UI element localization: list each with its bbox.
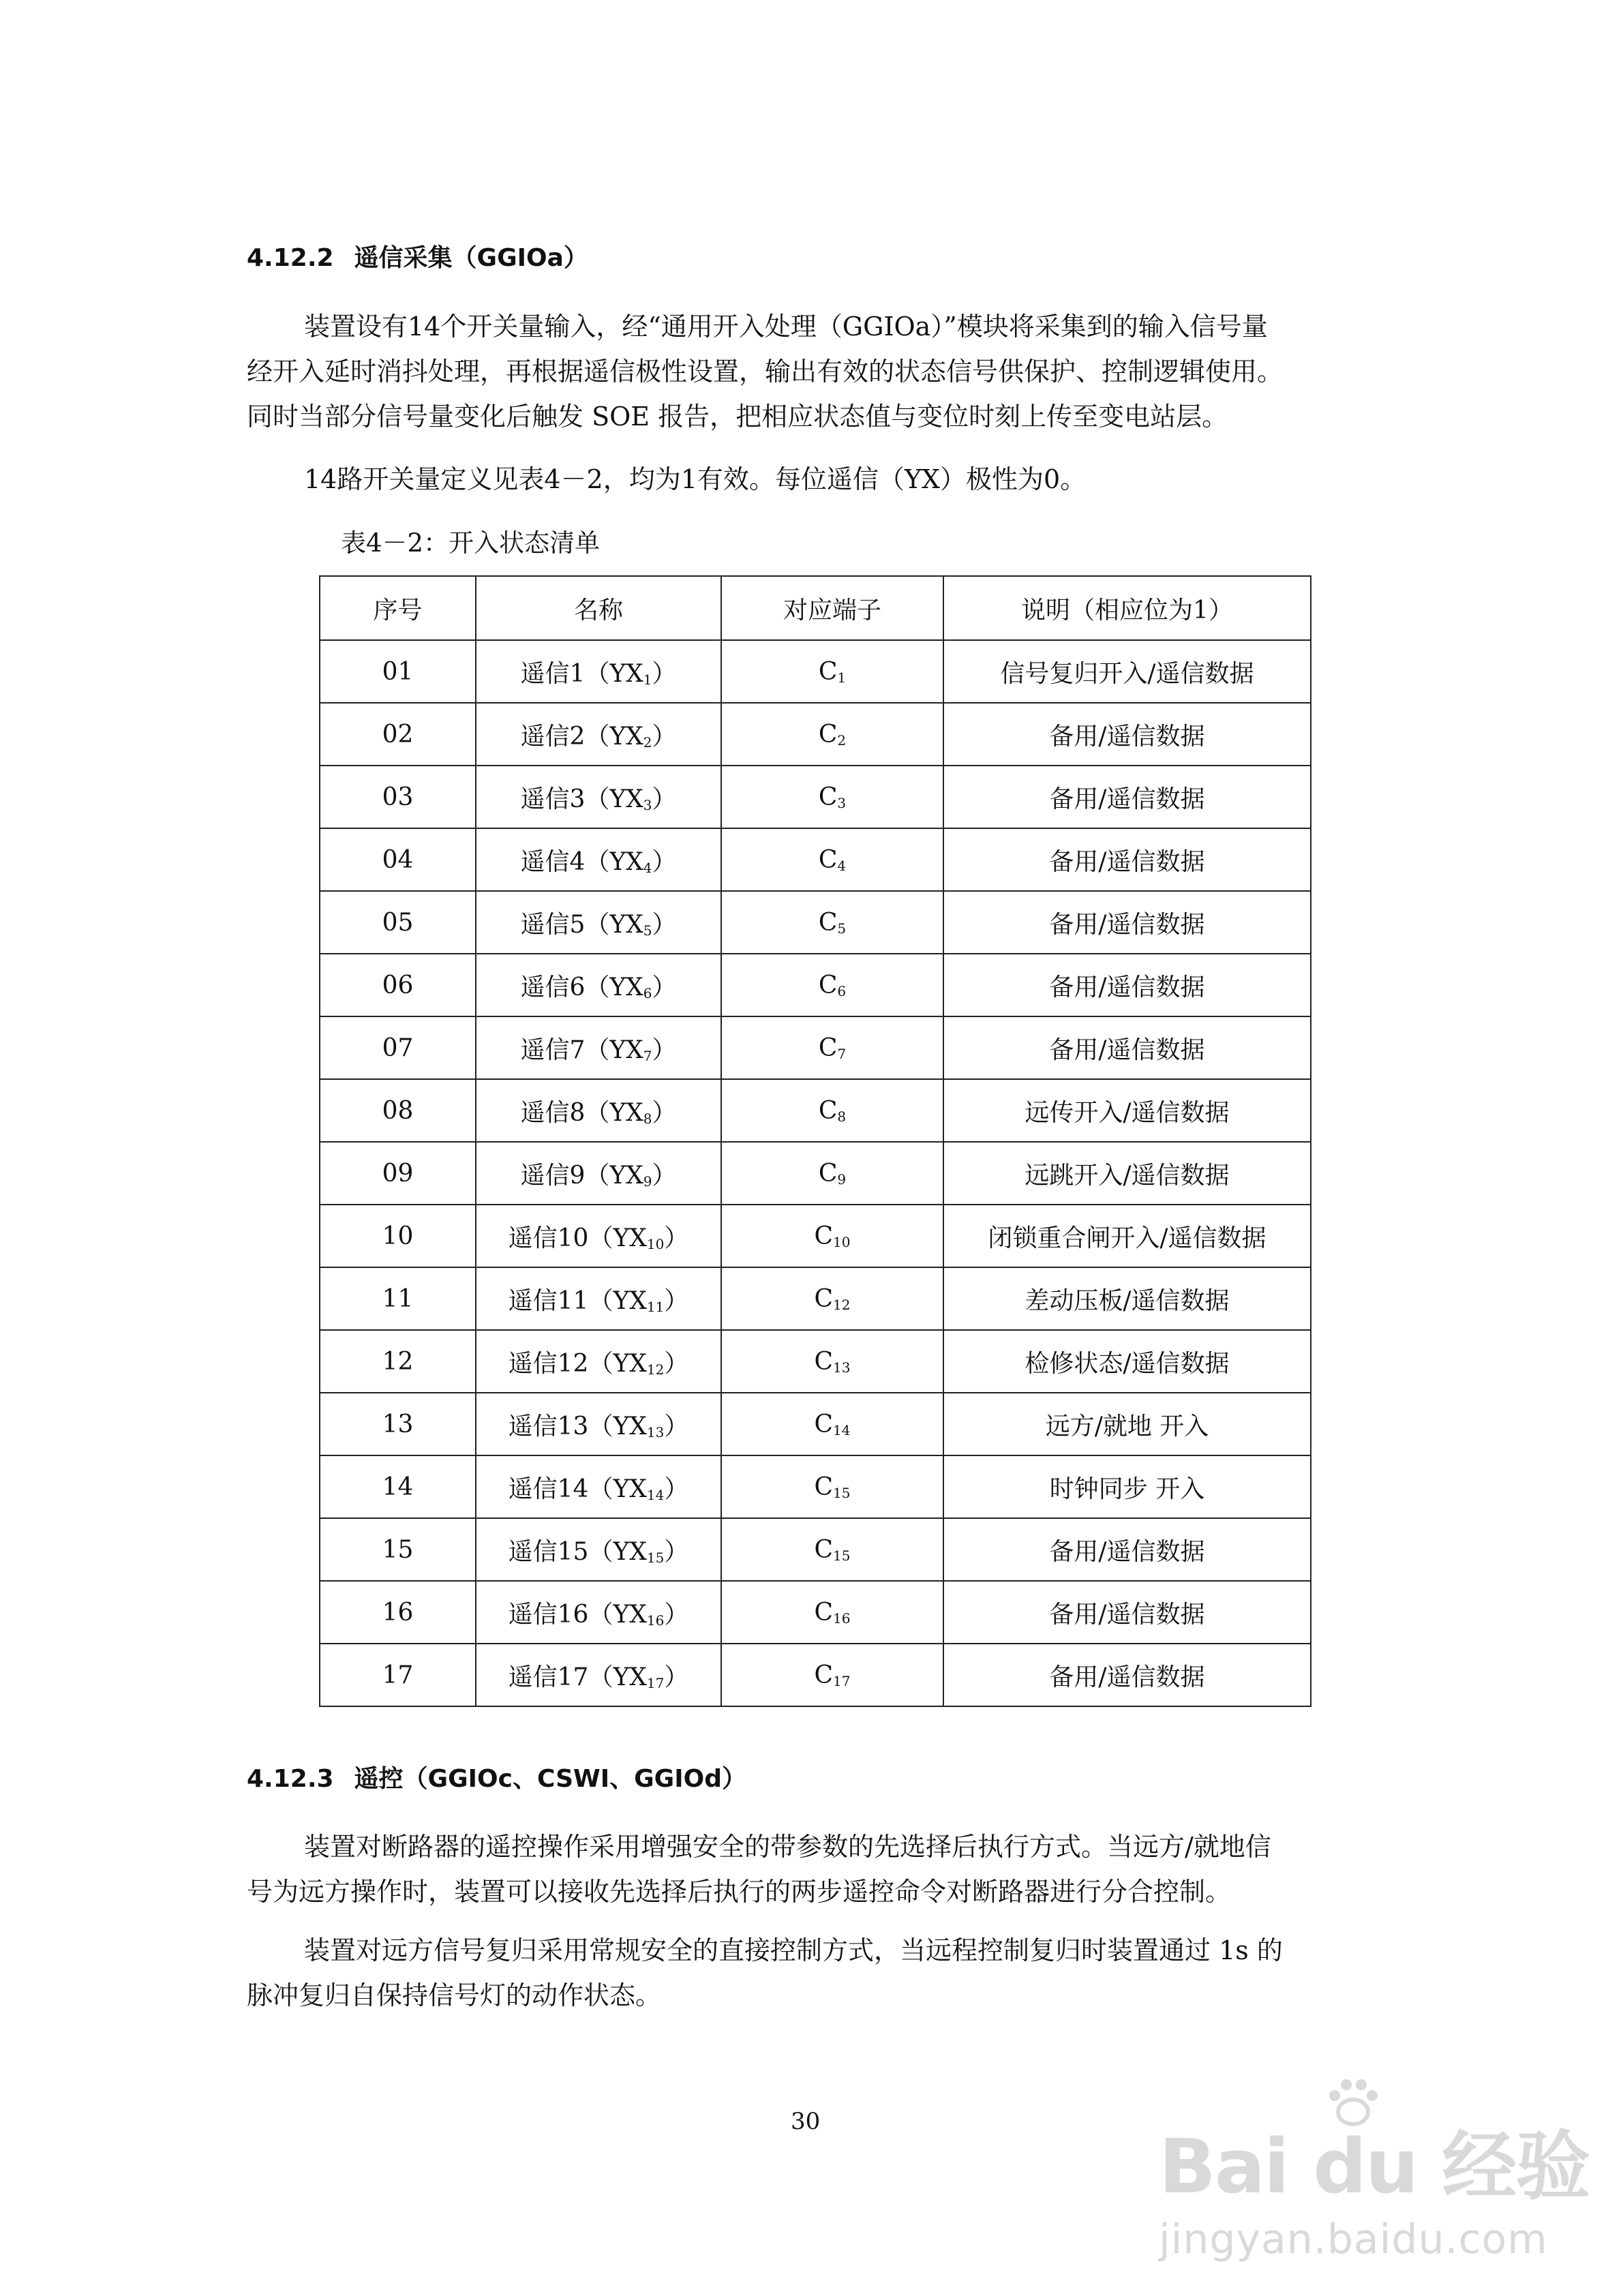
terminal-subscript: 8 [837, 1108, 847, 1125]
cell-name [476, 1016, 721, 1079]
name-subscript: 17 [646, 1674, 665, 1691]
name-text: 遥信14（YX [508, 1475, 647, 1503]
section-heading-4-12-2 [247, 243, 588, 273]
terminal-text: C [814, 1472, 834, 1501]
name-subscript: 8 [643, 1110, 652, 1127]
table-row [320, 1079, 1311, 1142]
name-subscript: 7 [643, 1047, 652, 1064]
terminal-subscript: 10 [833, 1233, 851, 1250]
name-text: 遥信3（YX [520, 785, 643, 813]
paragraph-line: 经开入延时消抖处理，再根据遥信极性设置，输出有效的状态信号供保护、控制逻辑使用。 [247, 357, 1284, 387]
cell-no: 04 [320, 828, 476, 891]
cell-terminal [721, 1644, 943, 1706]
terminal-text: C [814, 1222, 834, 1250]
name-close: ） [652, 1098, 677, 1127]
table-row [320, 1330, 1311, 1393]
name-text: 遥信17（YX [508, 1663, 647, 1691]
name-close: ） [652, 910, 677, 939]
cell-description: 差动压板/遥信数据 [943, 1267, 1311, 1330]
name-close: ） [652, 973, 677, 1001]
name-close: ） [652, 722, 677, 751]
terminal-subscript: 3 [837, 794, 847, 811]
terminal-subscript: 1 [837, 669, 847, 686]
cell-name [476, 1393, 721, 1455]
paragraph-signal-reset [247, 1928, 1389, 2018]
cell-no: 12 [320, 1330, 476, 1393]
name-subscript: 14 [646, 1486, 665, 1503]
cell-terminal [721, 1455, 943, 1518]
section-heading-4-12-3 [247, 1764, 746, 1794]
terminal-text: C [814, 1598, 834, 1627]
table-row [320, 766, 1311, 828]
name-subscript: 12 [646, 1361, 665, 1378]
terminal-text: C [818, 908, 838, 937]
name-close: ） [664, 1349, 689, 1378]
name-close: ） [652, 659, 677, 688]
table-row [320, 891, 1311, 954]
input-status-table [319, 575, 1311, 1707]
name-close: ） [664, 1412, 689, 1440]
cell-terminal [721, 1267, 943, 1330]
table-row [320, 828, 1311, 891]
name-text: 遥信13（YX [508, 1412, 647, 1440]
terminal-subscript: 6 [837, 982, 847, 999]
name-text: 遥信15（YX [508, 1537, 647, 1566]
cell-description: 备用/遥信数据 [943, 766, 1311, 828]
cell-name [476, 954, 721, 1016]
table-row [320, 1205, 1311, 1267]
terminal-text: C [818, 783, 838, 811]
terminal-text: C [818, 657, 838, 686]
terminal-text: C [818, 845, 838, 874]
table-row [320, 1644, 1311, 1706]
cell-terminal [721, 828, 943, 891]
cell-name [476, 1079, 721, 1142]
name-text: 遥信7（YX [520, 1036, 643, 1064]
name-close: ） [664, 1663, 689, 1691]
name-subscript: 11 [646, 1298, 665, 1315]
table-header-row [320, 576, 1311, 640]
cell-name [476, 1518, 721, 1581]
name-text: 遥信4（YX [520, 847, 643, 876]
name-text: 遥信12（YX [508, 1349, 647, 1378]
cell-name [476, 703, 721, 766]
cell-no: 13 [320, 1393, 476, 1455]
terminal-text: C [814, 1347, 834, 1376]
cell-terminal [721, 1393, 943, 1455]
terminal-text: C [818, 1159, 838, 1188]
cell-terminal [721, 1330, 943, 1393]
terminal-text: C [818, 1096, 838, 1125]
cell-name [476, 1267, 721, 1330]
cell-terminal [721, 1205, 943, 1267]
name-text: 遥信11（YX [508, 1286, 647, 1315]
cell-no: 17 [320, 1644, 476, 1706]
cell-terminal [721, 954, 943, 1016]
paragraph-line: 装置设有14个开关量输入，经“通用开入处理（GGIOa）”模块将采集到的输入信号量 [304, 312, 1268, 342]
table-row [320, 1267, 1311, 1330]
terminal-subscript: 15 [833, 1547, 851, 1564]
paragraph-remote-control [247, 1824, 1389, 1914]
cell-name [476, 1142, 721, 1205]
name-close: ） [652, 1161, 677, 1190]
cell-no: 06 [320, 954, 476, 1016]
name-subscript: 4 [643, 859, 652, 876]
cell-description: 备用/遥信数据 [943, 703, 1311, 766]
table-row [320, 640, 1311, 703]
cell-name [476, 1455, 721, 1518]
name-subscript: 16 [646, 1612, 665, 1629]
cell-no: 08 [320, 1079, 476, 1142]
table-caption: 表4－2：开入状态清单 [341, 528, 601, 558]
cell-description: 备用/遥信数据 [943, 954, 1311, 1016]
cell-name [476, 1644, 721, 1706]
watermark-url: jingyan.baidu.com [1159, 2216, 1548, 2263]
header-name: 名称 [476, 576, 721, 640]
name-subscript: 6 [643, 984, 652, 1001]
page-number: 30 [791, 2108, 821, 2135]
cell-name [476, 828, 721, 891]
cell-description: 备用/遥信数据 [943, 1016, 1311, 1079]
paragraph-intro [247, 304, 1389, 439]
cell-description: 闭锁重合闸开入/遥信数据 [943, 1205, 1311, 1267]
cell-terminal [721, 766, 943, 828]
table-row [320, 703, 1311, 766]
terminal-subscript: 17 [833, 1672, 851, 1689]
header-description: 说明（相应位为1） [943, 576, 1311, 640]
cell-no: 15 [320, 1518, 476, 1581]
paragraph-line: 装置对远方信号复归采用常规安全的直接控制方式，当远程控制复归时装置通过 1s 的 [304, 1935, 1283, 1965]
terminal-subscript: 4 [837, 857, 847, 874]
terminal-text: C [818, 720, 838, 749]
cell-terminal [721, 1079, 943, 1142]
section-title: 遥信采集（GGIOa） [354, 244, 588, 272]
cell-terminal [721, 1518, 943, 1581]
name-subscript: 10 [646, 1235, 665, 1252]
watermark-logo-text: Bai du 经验 [1159, 2123, 1590, 2210]
cell-description: 远跳开入/遥信数据 [943, 1142, 1311, 1205]
cell-no: 10 [320, 1205, 476, 1267]
terminal-subscript: 5 [837, 920, 847, 937]
cell-no: 11 [320, 1267, 476, 1330]
section-number: 4.12.3 [247, 1765, 334, 1793]
table-row [320, 1518, 1311, 1581]
name-text: 遥信10（YX [508, 1224, 647, 1252]
table-row [320, 1455, 1311, 1518]
paragraph-line: 号为远方操作时，装置可以接收先选择后执行的两步遥控命令对断路器进行分合控制。 [247, 1877, 1232, 1907]
section-title: 遥控（GGIOc、CSWI、GGIOd） [354, 1765, 746, 1793]
name-text: 遥信16（YX [508, 1600, 647, 1629]
cell-no: 09 [320, 1142, 476, 1205]
cell-description: 备用/遥信数据 [943, 828, 1311, 891]
name-text: 遥信6（YX [520, 973, 643, 1001]
cell-terminal [721, 1581, 943, 1644]
terminal-subscript: 2 [837, 731, 847, 749]
cell-no: 05 [320, 891, 476, 954]
terminal-subscript: 12 [833, 1296, 851, 1313]
terminal-subscript: 7 [837, 1045, 847, 1062]
paragraph-line: 脉冲复归自保持信号灯的动作状态。 [247, 1980, 662, 2010]
name-subscript: 2 [643, 734, 652, 751]
terminal-text: C [814, 1535, 834, 1564]
cell-description: 远传开入/遥信数据 [943, 1079, 1311, 1142]
terminal-subscript: 13 [833, 1359, 851, 1376]
terminal-text: C [814, 1284, 834, 1313]
terminal-subscript: 15 [833, 1484, 851, 1501]
cell-description: 时钟同步 开入 [943, 1455, 1311, 1518]
cell-description: 备用/遥信数据 [943, 1644, 1311, 1706]
table-row [320, 1142, 1311, 1205]
cell-name [476, 766, 721, 828]
paragraph-line: 同时当部分信号量变化后触发 SOE 报告，把相应状态值与变位时刻上传至变电站层。 [247, 402, 1228, 432]
cell-terminal [721, 891, 943, 954]
name-text: 遥信2（YX [520, 722, 643, 751]
cell-no: 16 [320, 1581, 476, 1644]
name-close: ） [664, 1286, 689, 1315]
table-row [320, 954, 1311, 1016]
cell-name [476, 640, 721, 703]
cell-terminal [721, 1142, 943, 1205]
table-row [320, 1393, 1311, 1455]
paragraph-definition [247, 457, 1389, 502]
cell-description: 备用/遥信数据 [943, 1581, 1311, 1644]
paragraph-line: 14路开关量定义见表4－2，均为1有效。每位遥信（YX）极性为0。 [304, 464, 1087, 494]
name-subscript: 15 [646, 1549, 665, 1566]
name-subscript: 3 [643, 796, 652, 813]
cell-terminal [721, 703, 943, 766]
cell-terminal [721, 1016, 943, 1079]
baidu-jingyan-watermark [1118, 2059, 1609, 2284]
cell-description: 信号复归开入/遥信数据 [943, 640, 1311, 703]
terminal-text: C [818, 1033, 838, 1062]
name-subscript: 9 [643, 1173, 652, 1190]
cell-no: 02 [320, 703, 476, 766]
cell-no: 03 [320, 766, 476, 828]
name-close: ） [664, 1600, 689, 1629]
cell-name [476, 1581, 721, 1644]
name-text: 遥信5（YX [520, 910, 643, 939]
table-row [320, 1016, 1311, 1079]
header-no: 序号 [320, 576, 476, 640]
cell-description: 备用/遥信数据 [943, 891, 1311, 954]
cell-no: 07 [320, 1016, 476, 1079]
header-terminal: 对应端子 [721, 576, 943, 640]
name-close: ） [652, 785, 677, 813]
cell-description: 检修状态/遥信数据 [943, 1330, 1311, 1393]
terminal-text: C [818, 971, 838, 999]
name-close: ） [664, 1475, 689, 1503]
terminal-subscript: 9 [837, 1170, 847, 1188]
cell-name [476, 1205, 721, 1267]
terminal-text: C [814, 1410, 834, 1438]
cell-description: 备用/遥信数据 [943, 1518, 1311, 1581]
name-text: 遥信9（YX [520, 1161, 643, 1190]
name-close: ） [664, 1224, 689, 1252]
section-number: 4.12.2 [247, 244, 334, 272]
terminal-subscript: 16 [833, 1610, 851, 1627]
name-close: ） [664, 1537, 689, 1566]
name-subscript: 5 [643, 922, 652, 939]
terminal-subscript: 14 [833, 1421, 851, 1438]
cell-name [476, 1330, 721, 1393]
name-text: 遥信1（YX [520, 659, 643, 688]
cell-no: 14 [320, 1455, 476, 1518]
terminal-text: C [814, 1661, 834, 1689]
name-close: ） [652, 1036, 677, 1064]
cell-terminal [721, 640, 943, 703]
cell-no: 01 [320, 640, 476, 703]
paragraph-line: 装置对断路器的遥控操作采用增强安全的带参数的先选择后执行方式。当远方/就地信 [304, 1832, 1271, 1862]
name-subscript: 1 [643, 671, 652, 688]
cell-name [476, 891, 721, 954]
name-subscript: 13 [646, 1423, 665, 1440]
cell-description: 远方/就地 开入 [943, 1393, 1311, 1455]
name-text: 遥信8（YX [520, 1098, 643, 1127]
name-close: ） [652, 847, 677, 876]
table-row [320, 1581, 1311, 1644]
